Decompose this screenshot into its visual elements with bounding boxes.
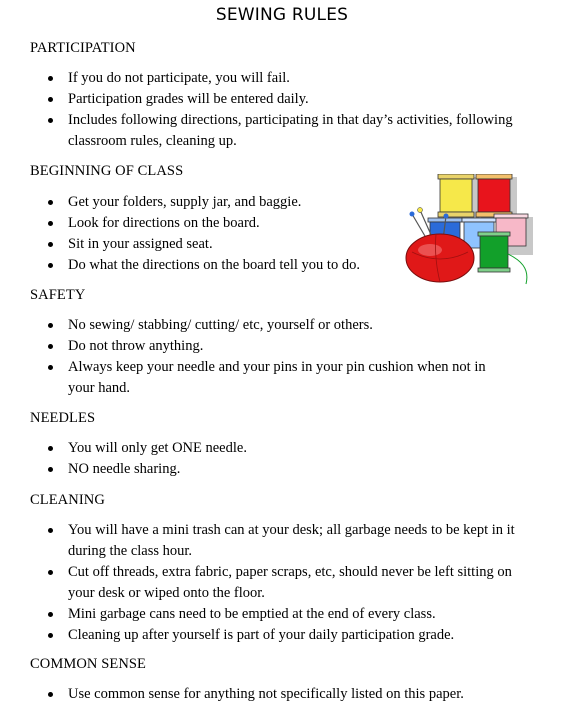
participation-list	[48, 68, 528, 152]
section-heading-cleaning: CLEANING	[30, 492, 105, 508]
bullet-icon	[48, 200, 53, 205]
section-heading-safety: SAFETY	[30, 287, 86, 303]
cleaning-list	[48, 520, 536, 646]
list-item: Get your folders, supply jar, and baggie.	[48, 192, 408, 213]
section-heading-participation: PARTICIPATION	[30, 40, 136, 56]
beginning-of-class-list	[48, 192, 408, 276]
bullet-icon	[48, 528, 53, 533]
bullet-icon	[48, 97, 53, 102]
bullet-icon	[48, 263, 53, 268]
bullet-icon	[48, 633, 53, 638]
list-item: Participation grades will be entered daily.	[48, 89, 528, 110]
bullet-icon	[48, 76, 53, 81]
bullet-icon	[48, 612, 53, 617]
section-heading-needles: NEEDLES	[30, 410, 96, 426]
list-item: You will have a mini trash can at your desk; all garbage needs to be kept in it during the class hour.	[48, 520, 536, 562]
section-heading-common-sense: COMMON SENSE	[30, 656, 147, 672]
safety-list	[48, 315, 493, 399]
page-title: SEWING RULES	[215, 5, 349, 25]
bullet-icon	[48, 323, 53, 328]
bullet-icon	[48, 570, 53, 575]
bullet-icon	[48, 242, 53, 247]
bullet-icon	[48, 221, 53, 226]
needles-list	[48, 438, 528, 480]
list-item: If you do not participate, you will fail.	[48, 68, 528, 89]
list-item: Includes following directions, participating in that day’s activities, following classroom rules, cleaning up.	[48, 110, 528, 152]
bullet-icon	[48, 344, 53, 349]
list-item: Sit in your assigned seat.	[48, 234, 408, 255]
list-item: Do what the directions on the board tell you to do.	[48, 255, 408, 276]
common-sense-list	[48, 684, 536, 705]
bullet-icon	[48, 446, 53, 451]
bullet-icon	[48, 365, 53, 370]
list-item: Always keep your needle and your pins in your pin cushion when not in your hand.	[48, 357, 493, 399]
list-item: Do not throw anything.	[48, 336, 493, 357]
list-item: Look for directions on the board.	[48, 213, 408, 234]
sewing-supplies-icon	[402, 174, 534, 286]
bullet-icon	[48, 467, 53, 472]
list-item: Mini garbage cans need to be emptied at the end of every class.	[48, 604, 536, 625]
list-item: No sewing/ stabbing/ cutting/ etc, yourself or others.	[48, 315, 493, 336]
section-heading-beginning-of-class: BEGINNING OF CLASS	[30, 163, 184, 179]
bullet-icon	[48, 692, 53, 697]
list-item: Cleaning up after yourself is part of your daily participation grade.	[48, 625, 536, 646]
list-item: NO needle sharing.	[48, 459, 528, 480]
list-item: You will only get ONE needle.	[48, 438, 528, 459]
bullet-icon	[48, 118, 53, 123]
list-item: Use common sense for anything not specifically listed on this paper.	[48, 684, 536, 705]
list-item: Cut off threads, extra fabric, paper scraps, etc, should never be left sitting on your desk or wiped onto the floor.	[48, 562, 536, 604]
